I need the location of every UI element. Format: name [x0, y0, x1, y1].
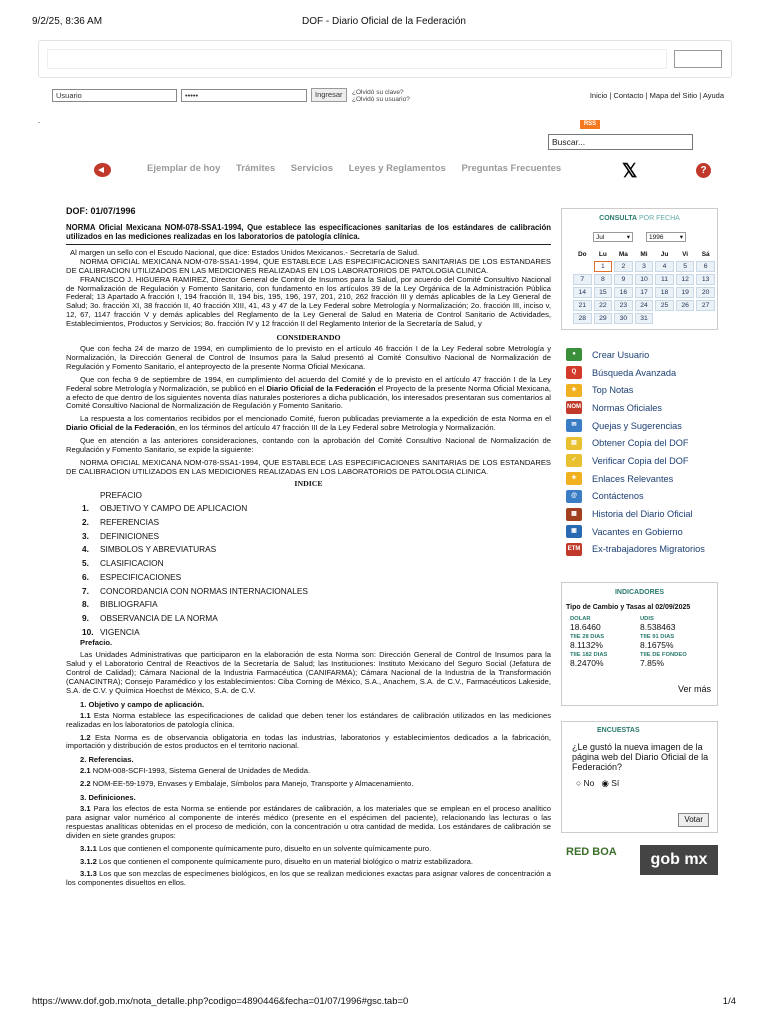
link-ayuda[interactable]: Ayuda: [702, 91, 724, 100]
index-label: DEFINICIONES: [100, 530, 160, 541]
calendar-day[interactable]: 22: [594, 300, 613, 311]
index-number: 2.: [82, 517, 89, 528]
survey-options: [576, 778, 717, 789]
document-body: [66, 207, 551, 888]
indicator-cell: [640, 616, 710, 632]
section-3-1-3: [66, 870, 551, 888]
section-1-2: [66, 734, 551, 752]
star-link-icon: ★: [566, 472, 582, 485]
x-social-icon[interactable]: 𝕏: [622, 161, 638, 182]
dof-name: Diario Oficial de la Federación: [66, 423, 175, 433]
norma-heading-2: NORMA OFICIAL MEXICANA NOM-078-SSA1-1994, QUE ESTABLECE LAS ESPECIFICACIONES SANITARIAS DE LOS ESTANDARES DE CALIBRACION UTILIZADOS EN LAS MEDICIONES REALIZADAS EN LOS LABORATORIOS DE PATOLOGIA CLINICA.: [66, 457, 551, 476]
etm-icon: ETM: [566, 543, 582, 556]
calendar-day[interactable]: 12: [676, 274, 695, 285]
calendar-day[interactable]: 16: [614, 287, 633, 298]
calendar-day[interactable]: 28: [573, 313, 592, 324]
index-item: [82, 516, 551, 530]
considerando-4: Que en atención a las anteriores consideraciones, contando con la aprobación del Comité Consultivo Nacional de Normalización de Regulación y Fomento Sanitario, se expide la siguiente:: [66, 436, 551, 455]
print-page: 1/4: [722, 996, 736, 1007]
clause-number: 3.1.3: [80, 869, 97, 879]
top-links: Inicio | Contacto | Mapa del Sitio | Ayuda: [589, 91, 724, 100]
c3-text-b: , en los términos del artículo 47 fracción III de la Ley Federal sobre Metrología y Normalización.: [174, 423, 496, 433]
site-search-input[interactable]: Buscar...: [548, 134, 693, 150]
calendar-day[interactable]: 27: [696, 300, 715, 311]
indicator-label: TIIE 91 DIAS: [640, 634, 675, 640]
side-menu-label: Verificar Copia del DOF: [592, 455, 689, 466]
index-number: 8.: [82, 599, 89, 610]
weekday-label: Lu: [598, 250, 607, 258]
clause-text: NOM-EE-59-1979, Envases y Embalaje, Símbolos para Manejo, Transporte y Almacenamiento.: [90, 779, 414, 789]
section-2-2: [66, 780, 551, 789]
link-inicio[interactable]: Inicio: [589, 91, 608, 100]
check-icon: ✓: [566, 454, 582, 467]
index-label: SIMBOLOS Y ABREVIATURAS: [100, 544, 217, 555]
side-menu-label: Top Notas: [592, 385, 634, 396]
star-icon: ★: [566, 384, 582, 397]
indicator-value: 7.85%: [640, 658, 665, 668]
year-select[interactable]: [646, 232, 686, 242]
indicator-label: DOLAR: [570, 616, 591, 622]
calendar-day[interactable]: 2: [614, 261, 633, 272]
calendar-day[interactable]: 5: [676, 261, 695, 272]
side-menu: [566, 346, 726, 558]
banner-small-input[interactable]: [674, 50, 722, 68]
chevron-down-icon: ▾: [626, 234, 630, 241]
clause-number: 2.1: [80, 766, 91, 776]
side-menu-label: Contáctenos: [592, 491, 644, 502]
side-menu-item[interactable]: [566, 434, 726, 452]
ver-mas-link[interactable]: Ver más: [677, 684, 711, 694]
indice-heading: INDICE: [294, 478, 323, 488]
password-input[interactable]: •••••: [181, 89, 307, 102]
index-item: [82, 598, 551, 612]
jobs-icon: ▣: [566, 525, 582, 538]
link-contacto[interactable]: Contacto: [613, 91, 644, 100]
print-datetime: 9/2/25, 8:36 AM: [32, 16, 103, 27]
section-3-1-2: [66, 858, 551, 867]
weekday-label: Sá: [701, 250, 710, 258]
clause-text: Los que contienen el componente químicamente puro, disuelto en un solvente químicamente puro.: [96, 843, 432, 853]
side-menu-item[interactable]: [566, 488, 726, 506]
indicator-value: 8.1132%: [570, 640, 603, 650]
document-icon: ▤: [566, 437, 582, 450]
clause-number: 1.1: [80, 710, 91, 720]
calendar-week: [573, 261, 715, 272]
index-label: PREFACIO: [100, 489, 142, 500]
print-footer: [32, 996, 736, 1010]
clause-text: Los que son mezclas de especímenes biológicos, en los que se realizan mediciones exactas para asignar valores de concentración a los componentes disueltos en ellos.: [66, 869, 551, 888]
side-menu-label: Búsqueda Avanzada: [592, 367, 677, 378]
calendar-title-sub: POR FECHA: [638, 215, 680, 222]
nav-ejemplar-hoy[interactable]: Ejemplar de hoy: [147, 163, 221, 174]
calendar-empty: [676, 313, 695, 324]
side-menu-label: Quejas y Sugerencias: [592, 420, 682, 431]
section-3-heading: 3. Definiciones.: [80, 793, 136, 803]
radio-si-label: Sí: [611, 778, 620, 788]
index-label: ESPECIFICACIONES: [100, 571, 182, 582]
index-item: [82, 585, 551, 599]
index-label: REFERENCIAS: [100, 517, 160, 528]
c3-text-a: La respuesta a los comentarios recibidos por el mencionado Comité, fueron publicadas previamente a la expedición de esta Norma en el: [80, 414, 551, 424]
nav-items: [147, 163, 574, 174]
considerando-2: [66, 376, 551, 412]
index-label: OBSERVANCIA DE LA NORMA: [100, 612, 218, 623]
side-menu-item[interactable]: [566, 541, 726, 559]
user-add-icon: ●: [566, 348, 582, 361]
month-select[interactable]: [593, 232, 633, 242]
prefacio-text: Las Unidades Administrativas que participaron en la elaboración de esta Norma son: Dirección General de Control de Insumos para la Salud y el Laboratorio Central de Reactivos de la Secretaría de Salud; las Instituciones: Instituto Mexicano del Seguro Social (Jefatura de Control de Calidad); Cámara Nacional de la Industria Farmacéutica (CANIFARMA); Cámara Nacional de la Industria de la Transformación (CANACINTRA); Consejo Paramédico y los establecimientos: Ciba Corning de México, S.A., Anachem, S.A. de C.V., Farmacéuticos Lakeside, S.A. de C.V. y Química Hoechst de México, S.A. de C.V.: [66, 650, 551, 695]
calendar-day[interactable]: 20: [696, 287, 715, 298]
calendar-title-main: CONSULTA: [599, 215, 638, 222]
contact-icon: @: [566, 490, 582, 503]
side-menu-label: Vacantes en Gobierno: [592, 526, 683, 537]
preamble-paragraph: FRANCISCO J. HIGUERA RAMIREZ, Director General de Control de Insumos para la Salud, por acuerdo del Comité Consultivo Nacional de Normalización de Regulación y Fomento Sanitario, con fundamento en los artículos 39 de la Ley Orgánica de la Administración Pública Federal; 13 Apartado A fracción I, 194 fracción II, 194 bis, 195, 196, 197, 201, 210, 262 fracción III y demás aplicables de la Ley General de Salud; 3o. fracción XI, 38 fracción II, 40 fracción XIII, 41, 43 y 47 de la Ley Federal sobre Metrología y Normalización; 2o. fracción III, inciso v, 12, 67, 1147 fracción V y demás aplicables del Reglamento de la Ley General de Salud en Materia de Control Sanitario de Actividades, Establecimientos, Productos y Servicios; 8o. fracción IV y 12 fracción II del Reglamento Interior de la Secretaría de Salud, y: [66, 274, 551, 329]
section-2-heading: 2. Referencias.: [80, 755, 134, 765]
section-1-1: [66, 712, 551, 730]
side-menu-item[interactable]: [566, 364, 726, 382]
rss-icon[interactable]: RSS: [580, 120, 600, 129]
username-input[interactable]: Usuario: [52, 89, 177, 102]
calendar-day[interactable]: 19: [676, 287, 695, 298]
clause-text: Esta Norma es de observancia obligatoria en todas las industrias, laboratorios y establecimientos dedicados a la fabricación, importación y distribución de estos productos en el territorio nacional.: [66, 732, 551, 751]
side-menu-item[interactable]: [566, 346, 726, 364]
side-menu-item[interactable]: [566, 381, 726, 399]
index-label: CONCORDANCIA CON NORMAS INTERNACIONALES: [100, 585, 308, 596]
prefacio-heading: Prefacio.: [80, 638, 113, 648]
nom-icon: NOM: [566, 401, 582, 414]
dof-name: Diario Oficial de la Federación: [266, 383, 376, 393]
print-header: [32, 16, 736, 30]
calendar-day[interactable]: 3: [635, 261, 654, 272]
calendar-day[interactable]: 8: [594, 274, 613, 285]
side-menu-label: Ex-trabajadores Migratorios: [592, 544, 705, 555]
index-item: [82, 502, 551, 516]
history-icon: ▦: [566, 508, 582, 521]
indicators-widget: [561, 582, 718, 706]
clause-number: 3.1.1: [80, 843, 97, 853]
clause-number: 3.1.2: [80, 856, 97, 866]
forgot-password-link[interactable]: ¿Olvidó su clave?: [352, 89, 404, 96]
calendar-week: [573, 313, 715, 324]
calendar-day[interactable]: 4: [655, 261, 674, 272]
side-menu-item[interactable]: [566, 399, 726, 417]
index-item: [82, 626, 551, 640]
index-list: [82, 489, 551, 640]
index-number: 10.: [82, 626, 94, 637]
clause-text: Esta Norma establece las especificaciones de calidad que deben tener los estándares de calibración utilizados en las mediciones realizadas en los laboratorios de patología clínica.: [66, 710, 551, 729]
calendar-day[interactable]: 26: [676, 300, 695, 311]
indicator-value: 8.538463: [640, 622, 676, 632]
search-icon: Q: [566, 366, 582, 379]
indicator-cell: [640, 634, 710, 650]
forgot-links: [352, 89, 410, 103]
calendar-day[interactable]: 31: [635, 313, 654, 324]
nav-leyes-reglamentos[interactable]: Leyes y Reglamentos: [348, 163, 446, 174]
document-title: NORMA Oficial Mexicana NOM-078-SSA1-1994, Que establece las especificaciones sanitarias de los estándares de calibración utilizados en las mediciones realizadas en los laboratorios de patología clínica.: [66, 223, 551, 245]
section-1-heading: 1. Objetivo y campo de aplicación.: [80, 699, 205, 709]
survey-question: ¿Le gustó la nueva imagen de la página web del Diario Oficial de la Federación?: [572, 742, 709, 772]
c2-text-a: Que con fecha 9 de septiembre de 1994, en cumplimiento del acuerdo del Comité y de lo previsto en el artículo 47 fracción I de la Ley Federal sobre Metrología y Normalización, se publicó en el: [66, 374, 551, 393]
side-menu-item[interactable]: [566, 417, 726, 435]
document-date: DOF: 01/07/1996: [66, 206, 136, 216]
calendar-week: [573, 274, 715, 285]
calendar-empty: [696, 313, 715, 324]
side-menu-label: Obtener Copia del DOF: [592, 438, 689, 449]
indicator-cell: [570, 652, 640, 668]
index-item: [82, 612, 551, 626]
vote-button[interactable]: Votar: [678, 813, 709, 827]
considerando-1: Que con fecha 24 de marzo de 1994, en cumplimiento de lo previsto en el artículo 46 fracción I de la Ley Federal sobre Metrología y Normalización, la Dirección General de Control de Insumos para la Salud presentó al Comité Consultivo Nacional de Normalización de Regulación y Fomento Sanitario, el anteproyecto de la presente Norma Oficial Mexicana.: [66, 343, 551, 371]
indicators-title: INDICADORES: [614, 589, 664, 596]
indicator-value: 8.2470%: [570, 658, 604, 668]
margin-note: Al margen un sello con el Escudo Nacional, que dice: Estados Unidos Mexicanos.- Secretaría de Salud.: [70, 247, 420, 257]
considerando-heading: CONSIDERANDO: [276, 333, 341, 343]
index-item: [82, 489, 551, 503]
calendar-day[interactable]: 21: [573, 300, 592, 311]
forgot-username-link[interactable]: ¿Olvidó su usuario?: [352, 96, 410, 103]
indicator-label: UDIS: [640, 616, 654, 622]
main-nav: [38, 160, 732, 182]
side-menu-label: Enlaces Relevantes: [592, 473, 674, 484]
top-banner-box: [38, 40, 732, 78]
nav-preguntas-frecuentes[interactable]: Preguntas Frecuentes: [461, 163, 562, 174]
clause-number: 3.1: [80, 803, 91, 813]
index-label: VIGENCIA: [100, 626, 140, 637]
stray-dot: .: [38, 116, 41, 125]
print-url: https://www.dof.gob.mx/nota_detalle.php?codigo=4890446&fecha=01/07/1996#gsc.tab=0: [32, 996, 409, 1007]
indicator-label: TIIE 28 DIAS: [570, 634, 605, 640]
calendar-day[interactable]: 9: [614, 274, 633, 285]
indicator-label: TIIE 182 DIAS: [570, 652, 608, 658]
login-bar: [52, 89, 472, 103]
calendar-day[interactable]: 25: [655, 300, 674, 311]
indicator-cell: [640, 652, 710, 668]
index-item: [82, 571, 551, 585]
index-number: 3.: [82, 530, 89, 541]
calendar-widget: [561, 208, 718, 330]
index-label: CLASIFICACION: [100, 558, 164, 569]
clause-text: Para los efectos de esta Norma se entiende por estándares de calibración, a los materiales que se emplean en el proceso analítico para asignar valor numérico al componente de interés médico (presente en el espécimen del paciente), relacionando las lecturas o las respuestas analíticas obtenidas en el proceso de medición, con la concentración u otra cantidad de medida. Los estándares de calibración se dividen en siete grandes grupos:: [66, 803, 551, 840]
mail-icon: ✉: [566, 419, 582, 432]
indicator-label: TIIE DE FONDEO: [640, 652, 687, 658]
clause-number: 1.2: [80, 732, 91, 742]
side-menu-item[interactable]: [566, 452, 726, 470]
side-menu-item[interactable]: [566, 470, 726, 488]
help-icon[interactable]: ?: [696, 163, 711, 178]
year-value: 1996: [649, 234, 664, 241]
index-number: 9.: [82, 612, 89, 623]
calendar-day[interactable]: 18: [655, 287, 674, 298]
chevron-down-icon: ▾: [679, 234, 683, 241]
side-menu-item[interactable]: [566, 523, 726, 541]
calendar-empty: [573, 261, 592, 272]
indicator-value: 8.1675%: [640, 640, 674, 650]
calendar-day[interactable]: 24: [635, 300, 654, 311]
radio-no[interactable]: ○ No: [576, 778, 595, 788]
weekday-label: Do: [577, 250, 587, 258]
calendar-day[interactable]: 14: [573, 287, 592, 298]
calendar-day[interactable]: 7: [573, 274, 592, 285]
calendar-day[interactable]: 1: [594, 261, 613, 272]
index-number: 5.: [82, 558, 89, 569]
clause-text: Los que contienen el componente químicamente puro, disuelto en un material biológico o matriz estabilizadora.: [96, 856, 474, 866]
indicators-subtitle: Tipo de Cambio y Tasas al 02/09/2025: [566, 604, 691, 611]
calendar-title: [562, 215, 717, 222]
gob-mx-logo[interactable]: gob mx: [640, 845, 718, 875]
index-number: [82, 489, 100, 503]
side-menu-item[interactable]: [566, 505, 726, 523]
norma-heading: NORMA OFICIAL MEXICANA NOM-078-SSA1-1994, QUE ESTABLECE LAS ESPECIFICACIONES SANITARIAS DE LOS ESTANDARES DE CALIBRACION UTILIZADOS EN LAS MEDICIONES REALIZADAS EN LOS LABORATORIOS DE PATOLOGIA CLINICA.: [66, 256, 551, 275]
radio-si[interactable]: ◉ Sí: [601, 778, 620, 788]
calendar-week: [573, 300, 715, 311]
index-number: 7.: [82, 585, 89, 596]
link-mapa-sitio[interactable]: Mapa del Sitio: [649, 91, 698, 100]
nav-servicios[interactable]: Servicios: [290, 163, 333, 174]
index-label: OBJETIVO Y CAMPO DE APLICACION: [100, 503, 248, 514]
calendar-day[interactable]: 30: [614, 313, 633, 324]
c2-text-b: el Proyecto de la presente Norma Oficial Mexicana, a efecto de que dentro de los siguientes noventa días naturales posteriores a dicha publicación, los interesados presentaran sus comentarios al Comité Consultivo Nacional de Normalización de Regulación y Fomento Sanitario.: [66, 383, 551, 411]
side-menu-label: Crear Usuario: [592, 349, 650, 360]
index-item: [82, 543, 551, 557]
home-arrow-icon[interactable]: [94, 163, 111, 177]
calendar-day[interactable]: 15: [594, 287, 613, 298]
section-2-1: [66, 767, 551, 776]
calendar-day[interactable]: 11: [655, 274, 674, 285]
nav-tramites[interactable]: Trámites: [236, 163, 276, 174]
index-label: BIBLIOGRAFIA: [100, 599, 158, 610]
side-menu-label: Historia del Diario Oficial: [592, 509, 693, 520]
index-item: [82, 557, 551, 571]
calendar-week: [573, 287, 715, 298]
survey-title: ENCUESTAS: [597, 727, 640, 734]
indicator-cell: [570, 634, 640, 650]
weekday-label: Ma: [618, 250, 628, 258]
index-item: [82, 530, 551, 544]
weekday-label: Vi: [682, 250, 689, 258]
clause-number: 2.2: [80, 779, 91, 789]
month-value: Jul: [596, 234, 605, 241]
calendar-day[interactable]: 13: [696, 274, 715, 285]
index-number: 1.: [82, 503, 89, 514]
calendar-empty: [655, 313, 674, 324]
calendar-grid: [571, 247, 717, 326]
weekday-label: Ju: [660, 250, 669, 258]
side-menu-label: Normas Oficiales: [592, 402, 662, 413]
radio-no-label: No: [583, 778, 595, 788]
red-boa-logo[interactable]: RED BOA: [566, 846, 617, 858]
indicator-row: [570, 616, 710, 632]
calendar-day[interactable]: 17: [635, 287, 654, 298]
calendar-day[interactable]: 29: [594, 313, 613, 324]
clause-text: NOM-008-SCFI-1993, Sistema General de Unidades de Medida.: [90, 766, 311, 776]
considerando-3: [66, 415, 551, 433]
section-3-1-1: [66, 845, 551, 854]
calendar-day[interactable]: 6: [696, 261, 715, 272]
calendar-day[interactable]: 10: [635, 274, 654, 285]
indicator-row: [570, 634, 710, 650]
weekday-label: Mi: [640, 250, 648, 258]
calendar-day[interactable]: 23: [614, 300, 633, 311]
print-title: DOF - Diario Oficial de la Federación: [302, 16, 466, 27]
section-3-1: [66, 805, 551, 841]
survey-widget: [561, 721, 718, 833]
indicators-grid: [570, 616, 710, 670]
login-button[interactable]: Ingresar: [311, 88, 347, 102]
indicator-cell: [570, 616, 640, 632]
indicator-value: 18.6460: [570, 622, 601, 632]
banner-area: [47, 49, 667, 69]
index-number: 4.: [82, 544, 89, 555]
index-number: 6.: [82, 571, 89, 582]
indicator-row: [570, 652, 710, 668]
